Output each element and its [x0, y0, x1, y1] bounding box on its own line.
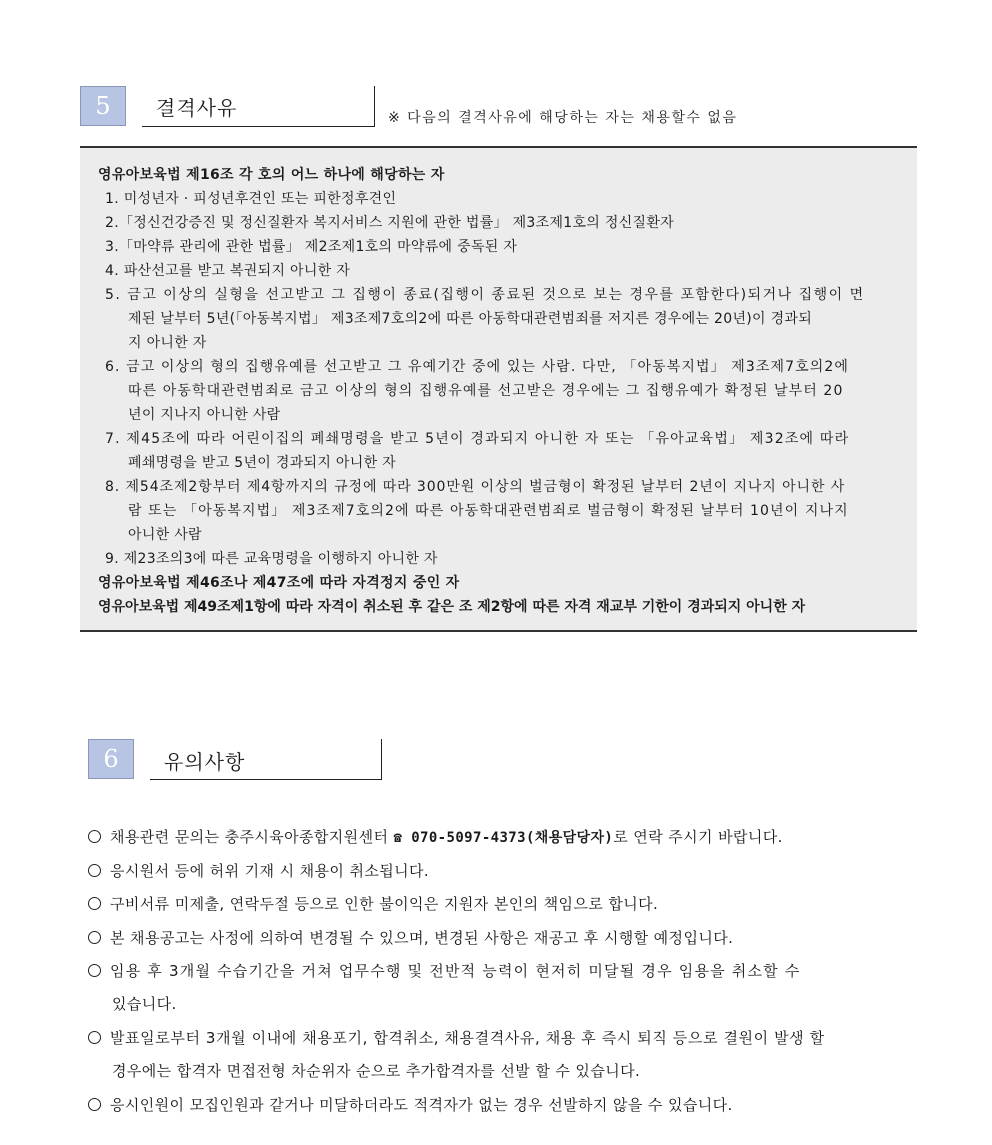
list-item-continued: 폐쇄명령을 받고 5년이 경과되지 아니한 자	[128, 455, 396, 471]
list-item: 4. 파산선고를 받고 복권되지 아니한 자	[105, 263, 351, 279]
list-item-continued: 아니한 사람	[128, 527, 202, 543]
section-title	[142, 86, 375, 127]
notice-item: 임용 후 3개월 수습기간을 거쳐 업무수행 및 전반적 능력이 현저히 미달될 경우 임용을 취소할 수	[88, 960, 801, 981]
notice-item: 발표일로부터 3개월 이내에 채용포기, 합격취소, 채용결격사유, 채용 후 즉시 퇴직 등으로 결원이 발생 할	[88, 1027, 825, 1048]
list-item: 3.「마약류 관리에 관한 법률」 제2조제1호의 마약류에 중독된 자	[105, 239, 518, 255]
section-title	[150, 739, 382, 780]
disqualification-footer: 영유아보육법 제46조나 제47조에 따라 자격정지 중인 자	[98, 575, 460, 591]
circle-bullet-icon	[88, 964, 101, 977]
list-item: 2.「정신건강증진 및 정신질환자 복지서비스 지원에 관한 법률」 제3조제1호의 정신질환자	[105, 215, 674, 231]
notice-item: 구비서류 미제출, 연락두절 등으로 인한 불이익은 지원자 본인의 책임으로 합니다.	[88, 893, 658, 914]
circle-bullet-icon	[88, 897, 101, 910]
list-item: 6. 금고 이상의 형의 집행유예를 선고받고 그 유예기간 중에 있는 사람. 다만, 「아동복지법」 제3조제7호의2에	[105, 359, 849, 375]
notice-item: 응시인원이 모집인원과 같거나 미달하더라도 적격자가 없는 경우 선발하지 않을 수 있습니다.	[88, 1094, 733, 1115]
list-item: 7. 제45조에 따라 어린이집의 폐쇄명령을 받고 5년이 경과되지 아니한 자 또는 「유아교육법」 제32조에 따라	[105, 431, 850, 447]
disqualification-heading: 영유아보육법 제16조 각 호의 어느 하나에 해당하는 자	[98, 167, 445, 183]
section-title-text: 결격사유	[156, 96, 238, 120]
contact-phone: ☎ 070-5097-4373(채용담당자)	[393, 830, 614, 846]
list-item: 1. 미성년자 · 피성년후견인 또는 피한정후견인	[105, 191, 397, 207]
circle-bullet-icon	[88, 931, 101, 944]
list-item-continued: 따른 아동학대관련범죄로 금고 이상의 형의 집행유예를 선고받은 경우에는 그 집행유예가 확정된 날부터 20	[128, 383, 844, 399]
list-item-continued: 지 아니한 자	[128, 335, 207, 351]
list-item: 5. 금고 이상의 실형을 선고받고 그 집행이 종료(집행이 종료된 것으로 보는 경우를 포함한다)되거나 집행이 면	[105, 287, 865, 303]
list-item-continued: 년이 지나지 아니한 사람	[128, 407, 281, 423]
notice-item-continued: 경우에는 합격자 면접전형 차순위자 순으로 추가합격자를 선발 할 수 있습니다.	[112, 1062, 641, 1080]
notice-item: 응시원서 등에 허위 기재 시 채용이 취소됩니다.	[88, 860, 429, 881]
list-item-continued: 제된 날부터 5년(「아동복지법」 제3조제7호의2에 따른 아동학대관련범죄를 저지른 경우에는 20년)이 경과되	[128, 311, 813, 327]
circle-bullet-icon	[88, 864, 101, 877]
circle-bullet-icon	[88, 1031, 101, 1044]
list-item: 9. 제23조의3에 따른 교육명령을 이행하지 아니한 자	[105, 551, 438, 567]
section-number-badge: 5	[80, 86, 126, 126]
section-title-text: 유의사항	[164, 750, 246, 774]
circle-bullet-icon	[88, 1098, 101, 1111]
section-note: ※ 다음의 결격사유에 해당하는 자는 채용할수 없음	[388, 110, 738, 126]
notice-item: 채용관련 문의는 충주시육아종합지원센터 ☎ 070-5097-4373(채용담당자)로 연락 주시기 바랍니다.	[88, 826, 783, 847]
list-item: 8. 제54조제2항부터 제4항까지의 규정에 따라 300만원 이상의 벌금형이 확정된 날부터 2년이 지나지 아니한 사	[105, 479, 846, 495]
disqualification-footer: 영유아보육법 제49조제1항에 따라 자격이 취소된 후 같은 조 제2항에 따른 자격 재교부 기한이 경과되지 아니한 자	[98, 599, 806, 615]
section-number-badge: 6	[88, 739, 134, 779]
list-item-continued: 람 또는 「아동복지법」 제3조제7호의2에 따른 아동학대관련범죄로 벌금형이 확정된 날부터 10년이 지나지	[128, 503, 849, 519]
notice-item-continued: 있습니다.	[112, 995, 177, 1013]
notice-item: 본 채용공고는 사정에 의하여 변경될 수 있으며, 변경된 사항은 재공고 후 시행할 예정입니다.	[88, 927, 733, 948]
circle-bullet-icon	[88, 830, 101, 843]
